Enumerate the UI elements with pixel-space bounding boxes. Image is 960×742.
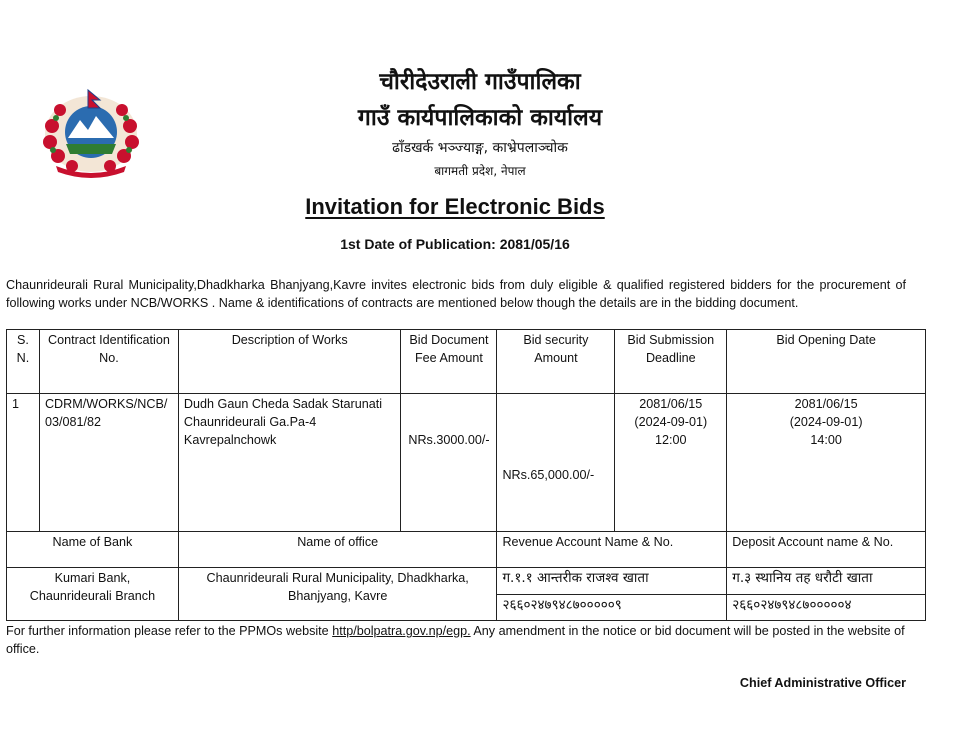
office-name: गाउँ कार्यपालिकाको कार्यालय — [357, 105, 603, 131]
cell-description: Dudh Gaun Cheda Sadak Starunati Chaunrideurali Ga.Pa-4 Kavrepalnchowk — [178, 394, 401, 532]
header-contract: Contract Identification No. — [39, 330, 178, 394]
deposit-account-no: २६६०२४७९४८७०००००४ — [727, 595, 926, 621]
header-sn: S. N. — [7, 330, 40, 394]
bank-name: Kumari Bank, Chaunrideurali Branch — [7, 568, 179, 621]
cell-opening — [727, 394, 926, 532]
opening-time: 14:00 — [810, 433, 842, 447]
cell-sn: 1 — [7, 394, 40, 532]
deposit-account-name: ग.३ स्थानिय तह धरौटी खाता — [727, 568, 926, 595]
revenue-header: Revenue Account Name & No. — [497, 532, 727, 568]
opening-date: 2081/06/15 — [794, 397, 858, 411]
security-value: NRs.65,000.00/- — [502, 468, 595, 482]
office-name-cell: Chaunrideurali Rural Municipality, Dhadkharka, Bhanjyang, Kavre — [178, 568, 497, 621]
footer-text-before: For further information please refer to the PPMOs website — [6, 624, 333, 638]
bank-header-row — [7, 532, 926, 568]
footer-text-after: Any amendment in the notice or bid document will be posted in the website of office. — [6, 624, 905, 656]
nepal-emblem-icon — [38, 86, 144, 178]
deposit-header: Deposit Account name & No. — [727, 532, 926, 568]
office-header: Name of office — [178, 532, 497, 568]
office-address: ढाँडखर्क भञ्ज्याङ्ग, काभ्रेपलाञ्चोक — [392, 140, 568, 156]
cell-security — [497, 394, 615, 532]
bank-row — [7, 568, 926, 595]
table-header-row — [7, 330, 926, 394]
bid-table — [6, 329, 926, 621]
fee-value: NRs.3000.00/- — [408, 433, 490, 447]
revenue-account-no: २६६०२४७९४८७०००००९ — [497, 595, 727, 621]
header-security: Bid security Amount — [497, 330, 615, 394]
submission-ad: (2024-09-01) — [634, 415, 708, 429]
header-submission: Bid Submission Deadline — [615, 330, 727, 394]
municipality-name: चौरीदेउराली गाउँपालिका — [379, 69, 581, 95]
notice-title-wrap — [0, 194, 910, 220]
cell-contract: CDRM/WORKS/NCB/ 03/081/82 — [39, 394, 178, 532]
footer-note — [6, 622, 912, 658]
cell-submission — [615, 394, 727, 532]
submission-date: 2081/06/15 — [639, 397, 703, 411]
header-description: Description of Works — [178, 330, 401, 394]
signature: Chief Administrative Officer — [739, 676, 906, 690]
revenue-account-name: ग.१.१ आन्तरीक राजश्व खाता — [497, 568, 727, 595]
intro-paragraph: Chaunrideurali Rural Municipality,Dhadkharka Bhanjyang,Kavre invites electronic bids from duly eligible & qualified registered bidders for the procurement of following works under NCB/WORKS . Name & identifications of contracts are mentioned below though the details are in the bidding document. — [6, 278, 906, 310]
header-opening: Bid Opening Date — [727, 330, 926, 394]
publication-date: 1st Date of Publication: 2081/05/16 — [340, 236, 570, 252]
ppmo-link[interactable]: http/bolpatra.gov.np/egp. — [332, 624, 471, 638]
province-name: बागमती प्रदेश, नेपाल — [434, 164, 526, 178]
opening-ad: (2024-09-01) — [789, 415, 863, 429]
header-fee: Bid Document Fee Amount — [401, 330, 497, 394]
notice-title: Invitation for Electronic Bids — [305, 194, 605, 219]
submission-time: 12:00 — [655, 433, 687, 447]
table-row — [7, 394, 926, 532]
cell-fee — [401, 394, 497, 532]
bank-header: Name of Bank — [7, 532, 179, 568]
